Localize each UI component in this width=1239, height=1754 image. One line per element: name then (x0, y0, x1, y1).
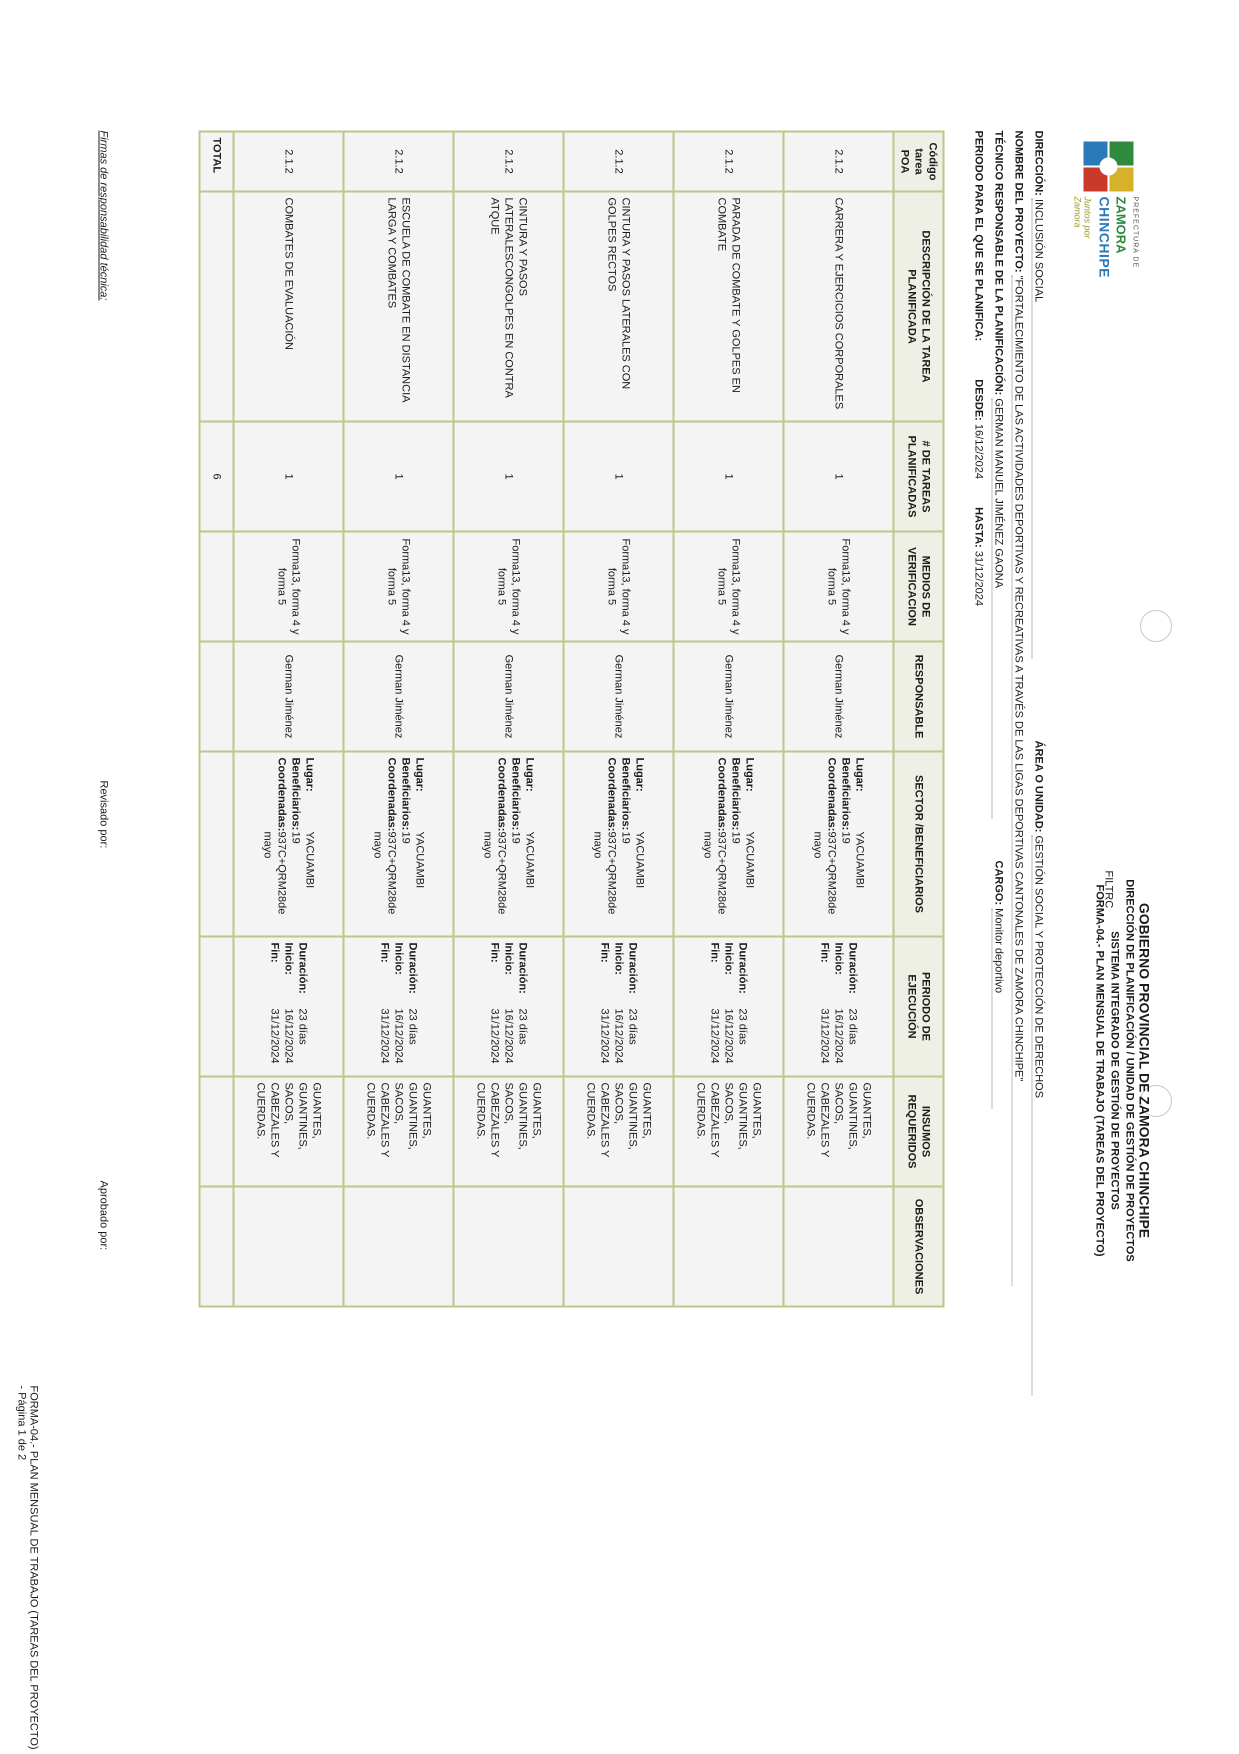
sector-details (260, 757, 316, 930)
table-row (673, 131, 783, 1306)
title-direction: DIRECCIÓN DE PLANIFICACIÓN / UNIDAD DE GESTIÓN DE PROYECTOS (1123, 878, 1135, 1262)
col-tareas: # DE TAREAS PLANIFICADAS (893, 421, 943, 531)
coordenadas-value: 937C+QRM28de mayo (811, 831, 837, 914)
direccion-value: INCLUSIÓN SOCIAL (1031, 198, 1044, 658)
inicio-value: 16/12/2024 (612, 1008, 624, 1064)
beneficiarios-label: Beneficiarios: (729, 757, 741, 830)
beneficiarios-label: Beneficiarios: (839, 757, 851, 830)
fin-label: Fin: (598, 942, 610, 963)
cell-medios: Forma13, forma 4 y forma 5 (233, 531, 343, 641)
logo-prefix: PREFECTURA DE (1131, 196, 1138, 268)
cell-medios: Forma13, forma 4 y forma 5 (783, 531, 893, 641)
logo-line-2: CHINCHIPE (1096, 196, 1112, 278)
duracion-label: Duración: (846, 942, 858, 994)
lugar-label: Lugar: (523, 757, 535, 792)
proyecto-line (1011, 130, 1024, 1285)
cell-periodo (563, 936, 673, 1076)
inicio-label: Inicio: (612, 942, 624, 975)
beneficiarios-label: Beneficiarios: (399, 757, 411, 830)
cell-sector (783, 751, 893, 936)
periodo-line (972, 130, 984, 605)
table-row (453, 131, 563, 1306)
cell-codigo: 2.1.2 (783, 131, 893, 191)
cell-sector (673, 751, 783, 936)
duracion-label: Duración: (406, 942, 418, 994)
fin-label: Fin: (378, 942, 390, 963)
cell-periodo (233, 936, 343, 1076)
total-empty-6 (199, 1076, 233, 1186)
cell-responsable: German Jiménez (233, 641, 343, 751)
table-row (783, 131, 893, 1306)
cell-codigo: 2.1.2 (453, 131, 563, 191)
cell-tareas: 1 (673, 421, 783, 531)
col-descripcion: DESCRIPCIÓN DE LA TAREA PLANIFICADA (893, 191, 943, 421)
periodo-details (817, 942, 859, 1070)
tecnico-label: TÉCNICO RESPONSABLE DE LA PLANIFICACIÓN: (992, 130, 1004, 395)
col-medios: MEDIOS DE VERIFICACION (893, 531, 943, 641)
cargo-value: Monitor deportivo (991, 908, 1004, 1108)
fin-value: 31/12/2024 (378, 1008, 390, 1064)
beneficiarios-label: Beneficiarios: (619, 757, 631, 830)
cell-codigo: 2.1.2 (563, 131, 673, 191)
lugar-value: YACUAMBI (413, 831, 425, 888)
duracion-label: Duración: (516, 942, 528, 994)
fin-value: 31/12/2024 (818, 1008, 830, 1064)
cell-sector (343, 751, 453, 936)
cell-responsable: German Jiménez (783, 641, 893, 751)
periodo-label: PERIODO PARA EL QUE SE PLANIFICA: (972, 130, 984, 341)
hasta-label: HASTA: (972, 506, 984, 548)
desde-value: 16/12/2024 (972, 423, 984, 479)
cell-responsable: German Jiménez (343, 641, 453, 751)
coordenadas-value: 937C+QRM28de mayo (261, 831, 287, 914)
table-row (233, 131, 343, 1306)
periodo-details (707, 942, 749, 1070)
inicio-label: Inicio: (282, 942, 294, 975)
cell-insumos: GUANTES, GUANTINES, SACOS, CABEZALES Y CUERDAS. (453, 1076, 563, 1186)
duracion-value: 23 días (516, 1008, 528, 1045)
area-line (1031, 740, 1044, 1395)
cell-responsable: German Jiménez (563, 641, 673, 751)
cell-insumos: GUANTES, GUANTINES, SACOS, CABEZALES Y CUERDAS. (563, 1076, 673, 1186)
table-row (563, 131, 673, 1306)
cell-tareas: 1 (343, 421, 453, 531)
cell-periodo (783, 936, 893, 1076)
tecnico-line (991, 130, 1004, 818)
coordenadas-value: 937C+QRM28de mayo (371, 831, 397, 914)
duracion-label: Duración: (296, 942, 308, 994)
cell-observaciones (233, 1186, 343, 1306)
cell-descripcion: PARADA DE COMBATE Y GOLPES EN COMBATE (673, 191, 783, 421)
province-emblem-icon (1082, 140, 1134, 192)
coordenadas-label: Coordenadas: (275, 757, 287, 831)
cell-medios: Forma13, forma 4 y forma 5 (673, 531, 783, 641)
inicio-value: 16/12/2024 (282, 1008, 294, 1064)
cell-codigo: 2.1.2 (343, 131, 453, 191)
cell-periodo (343, 936, 453, 1076)
cell-insumos: GUANTES, GUANTINES, SACOS, CABEZALES Y CUERDAS. (343, 1076, 453, 1186)
cell-descripcion: ESCUELA DE COMBATE EN DISTANCIA LARGA Y COMBATES (343, 191, 453, 421)
sector-details (370, 757, 426, 930)
sector-details (700, 757, 756, 930)
cell-periodo (453, 936, 563, 1076)
table-header-row (893, 131, 943, 1306)
coordenadas-value: 937C+QRM28de mayo (481, 831, 507, 914)
fin-value: 31/12/2024 (708, 1008, 720, 1064)
cell-responsable: German Jiménez (673, 641, 783, 751)
coordenadas-value: 937C+QRM28de mayo (591, 831, 617, 914)
col-codigo: Código tarea POA (893, 131, 943, 191)
sector-details (480, 757, 536, 930)
inicio-label: Inicio: (392, 942, 404, 975)
duracion-value: 23 días (846, 1008, 858, 1045)
table-row (343, 131, 453, 1306)
cell-tareas: 1 (783, 421, 893, 531)
total-label: TOTAL (199, 131, 233, 191)
duracion-label: Duración: (626, 942, 638, 994)
coordenadas-label: Coordenadas: (385, 757, 397, 831)
fin-value: 31/12/2024 (268, 1008, 280, 1064)
duracion-value: 23 días (626, 1008, 638, 1045)
lugar-value: YACUAMBI (303, 831, 315, 888)
inicio-value: 16/12/2024 (832, 1008, 844, 1064)
cell-observaciones (563, 1186, 673, 1306)
lugar-label: Lugar: (413, 757, 425, 792)
sector-details (810, 757, 866, 930)
total-row (199, 131, 233, 1306)
duracion-value: 23 días (406, 1008, 418, 1045)
area-label: ÁREA O UNIDAD: (1032, 740, 1044, 832)
periodo-details (267, 942, 309, 1070)
page-footer: FORMA-04.- PLAN MENSUAL DE TRABAJO (TAREAS DEL PROYECTO) - Página 1 de 2 (15, 1385, 39, 1750)
cell-sector (453, 751, 563, 936)
lugar-value: YACUAMBI (523, 831, 535, 888)
cell-observaciones (783, 1186, 893, 1306)
fin-value: 31/12/2024 (488, 1008, 500, 1064)
cell-medios: Forma13, forma 4 y forma 5 (343, 531, 453, 641)
beneficiarios-value: 19 (399, 831, 411, 844)
duracion-value: 23 días (296, 1008, 308, 1045)
cell-observaciones (343, 1186, 453, 1306)
desde-label: DESDE: (972, 378, 984, 421)
fin-label: Fin: (268, 942, 280, 963)
tecnico-value: GERMAN MANUEL JIMÉNEZ GAONA (991, 398, 1004, 818)
beneficiarios-value: 19 (619, 831, 631, 844)
lugar-label: Lugar: (633, 757, 645, 792)
cell-descripcion: CINTURA Y PASOS LATERALESCONGOLPES EN CONTRA ATQUE (453, 191, 563, 421)
fin-label: Fin: (708, 942, 720, 963)
lugar-value: YACUAMBI (853, 831, 865, 888)
cargo-label: CARGO: (992, 860, 1004, 905)
fin-label: Fin: (488, 942, 500, 963)
col-insumos: INSUMOS REQUERIDOS (893, 1076, 943, 1186)
total-empty-2 (199, 531, 233, 641)
duracion-label: Duración: (736, 942, 748, 994)
lugar-value: YACUAMBI (633, 831, 645, 888)
cell-descripcion: COMBATES DE EVALUACIÓN (233, 191, 343, 421)
prefectura-logo (1059, 140, 1144, 278)
coordenadas-label: Coordenadas: (495, 757, 507, 831)
title-system: SISTEMA INTEGRADO DE GESTIÓN DE PROYECTOS (1108, 930, 1120, 1210)
cell-codigo: 2.1.2 (673, 131, 783, 191)
cell-descripcion: CARRERA Y EJERCICIOS CORPORALES (783, 191, 893, 421)
total-empty-5 (199, 936, 233, 1076)
lugar-label: Lugar: (303, 757, 315, 792)
fin-label: Fin: (818, 942, 830, 963)
periodo-details (597, 942, 639, 1070)
hasta-value: 31/12/2024 (972, 550, 984, 606)
cell-insumos: GUANTES, GUANTINES, SACOS, CABEZALES Y CUERDAS. (783, 1076, 893, 1186)
inicio-value: 16/12/2024 (502, 1008, 514, 1064)
firmas-label: Firmas de responsabilidad técnica: (97, 130, 109, 300)
cell-medios: Forma13, forma 4 y forma 5 (563, 531, 673, 641)
proyecto-label: NOMBRE DEL PROYECTO: (1012, 130, 1024, 272)
coordenadas-label: Coordenadas: (825, 757, 837, 831)
cell-sector (233, 751, 343, 936)
logo-tagline: Juntos por Zamora (1072, 196, 1092, 239)
coordenadas-label: Coordenadas: (605, 757, 617, 831)
document-titles (1091, 620, 1151, 1520)
sector-details (590, 757, 646, 930)
beneficiarios-label: Beneficiarios: (289, 757, 301, 830)
total-empty-4 (199, 751, 233, 936)
beneficiarios-value: 19 (509, 831, 521, 844)
duracion-value: 23 días (736, 1008, 748, 1045)
cell-medios: Forma13, forma 4 y forma 5 (453, 531, 563, 641)
inicio-label: Inicio: (502, 942, 514, 975)
area-value: GESTIÓN SOCIAL Y PROTECCIÓN DE DERECHOS (1031, 835, 1044, 1395)
beneficiarios-value: 19 (839, 831, 851, 844)
cell-codigo: 2.1.2 (233, 131, 343, 191)
cell-insumos: GUANTES, GUANTINES, SACOS, CABEZALES Y CUERDAS. (673, 1076, 783, 1186)
total-empty-3 (199, 641, 233, 751)
revisado-label: Revisado por: (97, 780, 109, 848)
inicio-label: Inicio: (722, 942, 734, 975)
cell-periodo (673, 936, 783, 1076)
cell-tareas: 1 (563, 421, 673, 531)
cell-tareas: 1 (233, 421, 343, 531)
inicio-value: 16/12/2024 (722, 1008, 734, 1064)
cell-descripcion: CINTURA Y PASOS LATERALES CON GOLPES RECTOS (563, 191, 673, 421)
cell-tareas: 1 (453, 421, 563, 531)
proyecto-value: "FORTALECIMIENTO DE LAS ACTIVIDADES DEPORTIVAS Y RECREATIVAS A TRAVÉS DE LAS LIGAS DEPORTIVAS CANTONALES DE ZAMORA CHINCHIPE" (1011, 275, 1024, 1285)
cell-insumos: GUANTES, GUANTINES, SACOS, CABEZALES Y CUERDAS. (233, 1076, 343, 1186)
lugar-label: Lugar: (743, 757, 755, 792)
periodo-details (377, 942, 419, 1070)
fin-value: 31/12/2024 (598, 1008, 610, 1064)
cell-responsable: German Jiménez (453, 641, 563, 751)
total-empty-1 (199, 191, 233, 421)
lugar-value: YACUAMBI (743, 831, 755, 888)
coordenadas-value: 937C+QRM28de mayo (701, 831, 727, 914)
inicio-value: 16/12/2024 (392, 1008, 404, 1064)
col-sector: SECTOR /BENEFICIARIOS (893, 751, 943, 936)
inicio-label: Inicio: (832, 942, 844, 975)
beneficiarios-label: Beneficiarios: (509, 757, 521, 830)
cell-sector (563, 751, 673, 936)
cargo-line (991, 860, 1004, 1108)
beneficiarios-value: 19 (289, 831, 301, 844)
lugar-label: Lugar: (853, 757, 865, 792)
total-empty-7 (199, 1186, 233, 1306)
tasks-table (198, 130, 944, 1307)
title-form: FORMA-04.- PLAN MENSUAL DE TRABAJO (TAREAS DEL PROYECTO) (1093, 884, 1105, 1256)
total-value: 6 (199, 421, 233, 531)
title-government: GOBIERNO PROVINCIAL DE ZAMORA CHINCHIPE (1136, 902, 1152, 1238)
col-periodo: PERIODO DE EJECUCIÓN (893, 936, 943, 1076)
coordenadas-label: Coordenadas: (715, 757, 727, 831)
cell-observaciones (453, 1186, 563, 1306)
beneficiarios-value: 19 (729, 831, 741, 844)
direccion-label: DIRECCIÓN: (1032, 130, 1044, 196)
col-responsable: RESPONSABLE (893, 641, 943, 751)
logo-line-1: ZAMORA (1113, 196, 1128, 254)
direccion-line (1031, 130, 1044, 658)
filtrc-marker: FILTRC (1102, 870, 1114, 908)
periodo-details (487, 942, 529, 1070)
col-observaciones: OBSERVACIONES (893, 1186, 943, 1306)
aprobado-label: Aprobado por: (97, 1180, 109, 1250)
cell-observaciones (673, 1186, 783, 1306)
